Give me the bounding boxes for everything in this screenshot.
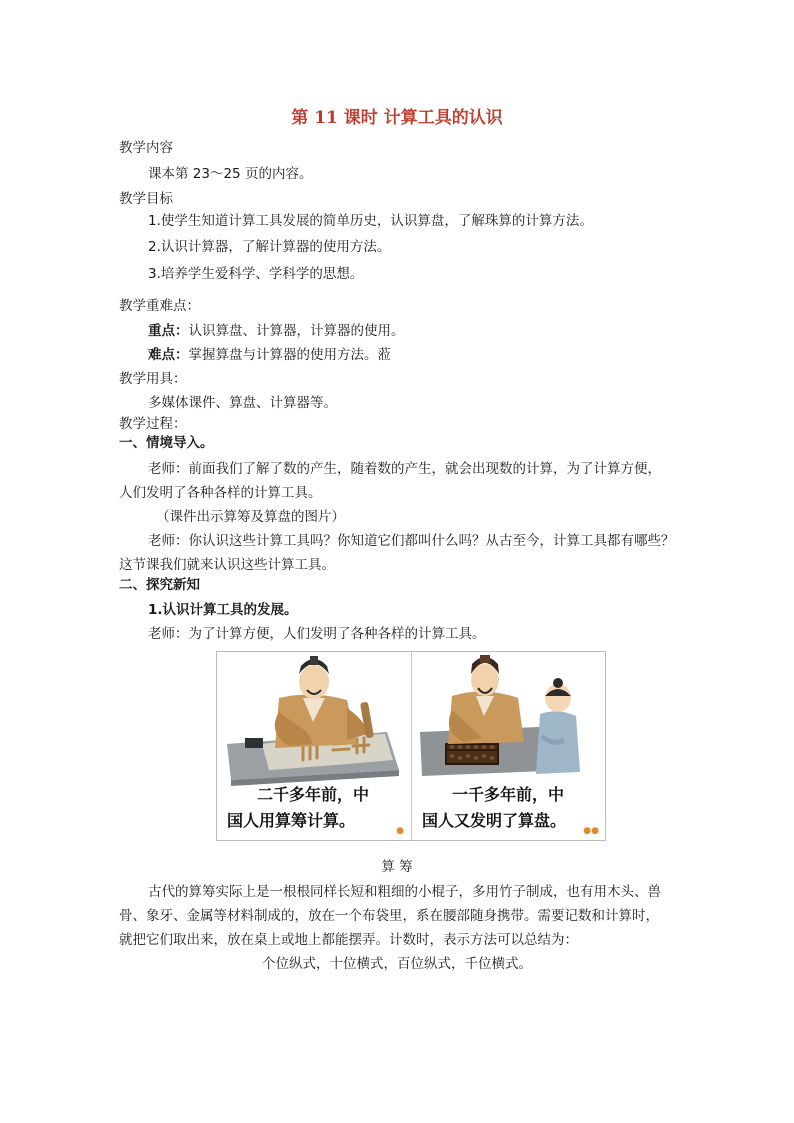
page-title: 第 11 课时 计算工具的认识: [291, 108, 503, 128]
tools-heading: 教学用具：: [119, 371, 187, 387]
key-points-heading: 教学重难点：: [119, 298, 200, 314]
content-text: 课本第 23～25 页的内容。: [148, 166, 313, 182]
difficulty-label: 难点：: [148, 347, 189, 363]
part1-heading: 一、情境导入。: [119, 435, 214, 451]
goal-item-1: 1.使学生知道计算工具发展的简单历史，认识算盘，了解珠算的计算方法。: [148, 213, 593, 229]
process-heading: 教学过程：: [119, 416, 187, 432]
suanchou-paragraph-line1: 古代的算筹实际上是一根根同样长短和粗细的小棍子，多用竹子制成，也有用木头、兽: [148, 884, 661, 900]
difficulty-line: [148, 345, 391, 365]
part1-paragraph-line2: 人们发明了各种各样的计算工具。: [119, 485, 322, 501]
counting-rods-caption: [227, 782, 405, 834]
part1-paragraph-line1: 老师：前面我们了解了数的产生，随着数的产生，就会出现数的计算，为了计算方便，: [148, 461, 661, 477]
decor-dot: ●: [396, 826, 404, 836]
suanchou-paragraph-line4: 个位纵式，十位横式，百位纵式，千位横式。: [262, 956, 532, 972]
goal-item-2: 2.认识计算器，了解计算器的使用方法。: [148, 239, 391, 255]
part1-note: （课件出示算筹及算盘的图片）: [156, 509, 345, 525]
difficulty-text: 掌握算盘与计算器的使用方法。蒞: [188, 347, 391, 363]
abacus-caption: [422, 782, 600, 834]
suanchou-heading: 算 筹: [381, 859, 413, 875]
illustration-figure: [216, 651, 606, 841]
part1-question-line1: 老师：你认识这些计算工具吗？你知道它们都叫什么吗？从古至今，计算工具都有哪些？: [148, 533, 675, 549]
key-point-label: 重点：: [148, 323, 189, 339]
sub1-text: 老师：为了计算方便，人们发明了各种各样的计算工具。: [148, 626, 486, 642]
counting-rods-panel: [217, 652, 410, 840]
abacus-caption-line1: 一千多年前，中: [452, 785, 565, 804]
key-point-line: [148, 321, 405, 341]
abacus-panel: [411, 652, 605, 840]
abacus-caption-line2: 国人又发明了算盘。: [422, 811, 567, 830]
content-heading: 教学内容: [119, 140, 173, 156]
part2-heading: 二、探究新知: [119, 577, 200, 593]
decor-dots: ●●: [583, 826, 599, 836]
goals-heading: 教学目标: [119, 191, 173, 207]
counting-rods-caption-line1: 二千多年前，中: [257, 785, 370, 804]
goal-item-3: 3.培养学生爱科学、学科学的思想。: [148, 266, 364, 282]
counting-rods-caption-line2: 国人用算筹计算。: [227, 811, 356, 830]
suanchou-paragraph-line3: 就把它们取出来，放在桌上或地上都能摆弄。计数时，表示方法可以总结为：: [119, 932, 578, 948]
key-point-text: 认识算盘、计算器，计算器的使用。: [188, 323, 405, 339]
suanchou-paragraph-line2: 骨、象牙、金属等材料制成的，放在一个布袋里，系在腰部随身携带。需要记数和计算时，: [119, 908, 659, 924]
tools-text: 多媒体课件、算盘、计算器等。: [148, 395, 337, 411]
part1-question-line2: 这节课我们就来认识这些计算工具。: [119, 557, 335, 573]
sub1-heading: 1.认识计算工具的发展。: [148, 602, 298, 618]
